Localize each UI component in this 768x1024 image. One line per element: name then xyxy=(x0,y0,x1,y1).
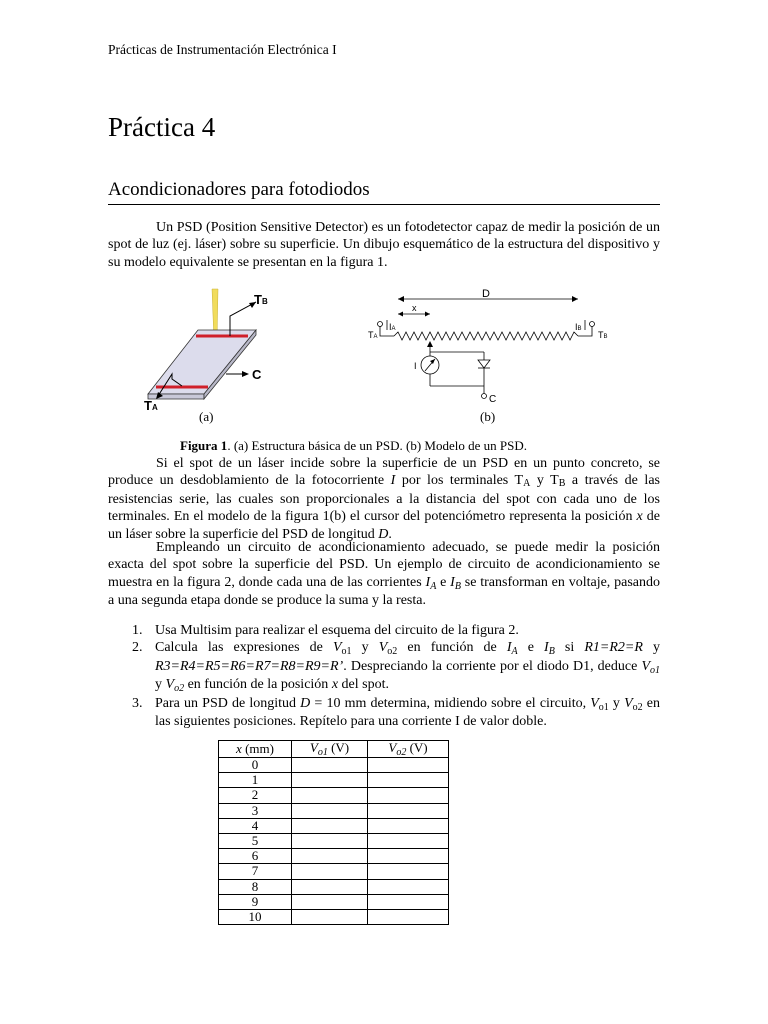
paragraph-2: Si el spot de un láser incide sobre la superficie de un PSD en un punto concreto, se produce un desdoblamiento de la fotocorriente I por los terminales TA y TB a través de las resistencias serie, las cuales son proporcionales a la distancia del spot con cada uno de los terminales. En el modelo de la figura 1(b) el cursor del potenciómetro representa la posición x de un láser sobre la superficie del PSD de longitud D. xyxy=(108,456,660,542)
vo1-cell xyxy=(292,803,368,818)
psd-slab-top xyxy=(148,330,256,394)
x-label: x xyxy=(412,303,417,313)
page-title: Práctica 4 xyxy=(108,112,216,142)
task-item: 3. Para un PSD de longitud D = 10 mm determina, midiendo sobre el circuito, $V_{o1}$ y $V_{o2}$ en las siguientes posiciones. Repítelo para una corriente I de valor doble. xyxy=(132,695,660,730)
vo1-cell xyxy=(292,833,368,848)
vo2-cell xyxy=(368,879,449,894)
x-cell: 0 xyxy=(219,758,292,773)
ib-label: IB xyxy=(575,322,582,332)
vo1-cell xyxy=(292,864,368,879)
figure-a-label: (a) xyxy=(199,409,214,424)
vo2-cell xyxy=(368,803,449,818)
vo2-cell xyxy=(368,788,449,803)
psd-structure-diagram xyxy=(138,286,278,412)
table-row xyxy=(219,773,449,788)
header-vo1: $V_{o1}$ (V) xyxy=(292,741,368,758)
table-row xyxy=(219,818,449,833)
intro-paragraph: Un PSD (Position Sensitive Detector) es un fotodetector capaz de medir la posición de un spot de luz (ej. láser) sobre su superficie. Un dibujo esquemático de la estructura del dispositivo y su modelo equivalente se presentan en la figura 1. xyxy=(108,220,660,270)
c-label: C xyxy=(252,367,262,382)
table-row xyxy=(219,849,449,864)
vo2-cell xyxy=(368,864,449,879)
vo1-cell xyxy=(292,894,368,909)
vo1-cell xyxy=(292,758,368,773)
vo2-cell xyxy=(368,818,449,833)
tb-label-b: TB xyxy=(598,330,608,340)
vo1-cell xyxy=(292,849,368,864)
header-x-mm: x (mm) xyxy=(219,741,292,758)
task-list xyxy=(108,622,660,730)
section-divider xyxy=(108,204,660,205)
task-item: 1. Usa Multisim para realizar el esquema del circuito de la figura 2. xyxy=(132,623,519,638)
vo1-cell xyxy=(292,879,368,894)
vo2-cell xyxy=(368,758,449,773)
x-cell: 3 xyxy=(219,803,292,818)
x-cell: 2 xyxy=(219,788,292,803)
vo2-cell xyxy=(368,894,449,909)
diode xyxy=(478,360,490,368)
psd-model-circuit xyxy=(368,286,614,410)
d-label: D xyxy=(482,288,490,300)
table-row xyxy=(219,833,449,848)
vo1-cell xyxy=(292,818,368,833)
ta-label-b: TA xyxy=(368,330,378,340)
table-row xyxy=(219,879,449,894)
table-header-row xyxy=(219,741,449,758)
ta-label: TA xyxy=(144,398,158,412)
task-item: 2. Calcula las expresiones de $V_{o1}$ y $V_{o2}$ en función de $I_A$ e $I_B$ si R1=R2=R y R3=R4=R5=R6=R7=R8=R9=R’. Despreciando la corriente por el diodo D1, deduce $V_{o1}$ y $V_{o2}$ en función de la posición x del spot. xyxy=(132,640,661,695)
table-row xyxy=(219,758,449,773)
c-label-b: C xyxy=(489,394,497,405)
vo2-cell xyxy=(368,849,449,864)
figure-caption: Figura 1. (a) Estructura básica de un PSD. (b) Modelo de un PSD. xyxy=(180,438,527,453)
vo2-cell xyxy=(368,833,449,848)
x-cell: 1 xyxy=(219,773,292,788)
table-row xyxy=(219,894,449,909)
x-cell: 7 xyxy=(219,864,292,879)
tb-label: TB xyxy=(254,292,268,307)
x-cell: 9 xyxy=(219,894,292,909)
x-cell: 4 xyxy=(219,818,292,833)
table-row xyxy=(219,864,449,879)
vo1-cell xyxy=(292,909,368,924)
vo2-cell xyxy=(368,773,449,788)
x-cell: 8 xyxy=(219,879,292,894)
table-row xyxy=(219,788,449,803)
x-cell: 10 xyxy=(219,909,292,924)
vo2-cell xyxy=(368,909,449,924)
x-cell: 5 xyxy=(219,833,292,848)
page-header: Prácticas de Instrumentación Electrónica I xyxy=(108,42,337,57)
section-title: Acondicionadores para fotodiodos xyxy=(108,179,370,200)
table-row xyxy=(219,803,449,818)
x-cell: 6 xyxy=(219,849,292,864)
ia-label: IA xyxy=(389,322,396,332)
resistor-zigzag xyxy=(394,332,578,340)
vo1-cell xyxy=(292,788,368,803)
i-label: I xyxy=(414,361,417,371)
figure-b-label: (b) xyxy=(480,409,496,424)
vo1-cell xyxy=(292,773,368,788)
header-vo2: $V_{o2}$ (V) xyxy=(368,741,449,758)
paragraph-3: Empleando un circuito de acondicionamiento adecuado, se puede medir la posición exacta del spot sobre la superficie del PSD. Un ejemplo de circuito de acondicionamiento se muestra en la figura 2, donde cada una de las corrientes $I_A$ e $I_B$ se transforman en voltaje, pasando a una segunda etapa donde se produce la suma y la resta. xyxy=(108,540,660,609)
measurement-table xyxy=(218,740,449,925)
table-row xyxy=(219,909,449,924)
